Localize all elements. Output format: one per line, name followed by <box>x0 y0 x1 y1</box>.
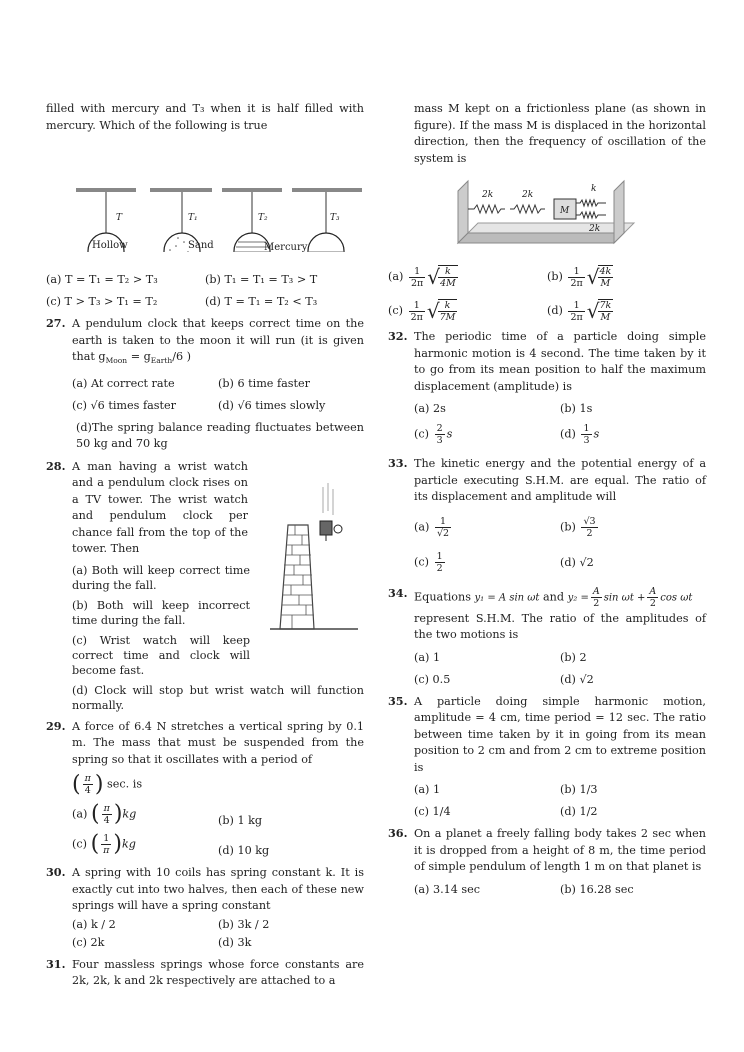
q31-text: Four massless springs whose force constants are 2k, 2k, k and 2k respectively are attached to a <box>72 957 364 988</box>
q29-number: 29. <box>46 718 66 733</box>
question-33 <box>388 456 706 574</box>
q27-option-b: (b) 6 time faster <box>218 376 310 390</box>
q33-text: The kinetic energy and the potential energy of a particle executing S.H.M. are equal. The ratio of its displacement and amplitude will <box>414 457 706 503</box>
q26-intro: filled with mercury and T₃ when it is half filled with mercury. Which of the following is true <box>46 102 364 132</box>
q29-option-a: (a) ( $\frac{\pi}{4}$ )kg <box>72 801 137 827</box>
q33-option-c: (c) $\frac{1}{2}$ <box>414 550 443 574</box>
fig-label-t3: T₃ <box>330 213 340 223</box>
q27-options <box>72 376 364 414</box>
q34-option-a: (a) 1 <box>414 650 441 664</box>
q34-number: 34. <box>388 585 408 600</box>
q28-option-a: (a) Both will keep correct time during the fall. <box>72 563 250 592</box>
q26-options <box>46 272 364 310</box>
q28-option-b: (b) Both will keep incorrect time during the fall. <box>72 598 250 627</box>
q35-option-a: (a) 1 <box>414 783 441 796</box>
fig-label-t: T <box>116 213 123 223</box>
q29-options <box>72 803 364 859</box>
q32-text: The periodic time of a particle doing simple harmonic motion is 4 second. The time taken by it to go from its mean position to half the maximum displacement (amplitude) is <box>414 330 706 393</box>
q26-option-c: (c) T > T₃ > T₁ = T₂ <box>46 295 158 308</box>
q31-option-b: (b) $\frac{1}{2\pi}$ √ $\frac{4k}{M}$ <box>547 265 612 289</box>
question-34 <box>388 586 706 609</box>
q30-text: A spring with 10 coils has spring constant k. It is exactly cut into two halves, then each of these new springs will have a spring constant <box>72 866 364 913</box>
q27-text: A pendulum clock that keeps correct time on the earth is taken to the moon it will run (it is given that $g_{Moon} = g_{Earth}/6$ ) <box>72 317 364 366</box>
caption-mercury: Mercury <box>264 242 308 253</box>
q31-continued-text: mass M kept on a frictionless plane (as shown in figure). If the mass M is displaced in the horizontal direction, then the frequency of oscillation of the system is <box>414 102 706 165</box>
q26-option-b: (b) T₁ = T₁ = T₃ > T <box>205 273 318 286</box>
spring-label-2k-first: 2k <box>482 190 494 200</box>
q35-number: 35. <box>388 693 408 708</box>
q28-option-d: (d) Clock will stop but wrist watch will function normally. <box>72 683 364 712</box>
q35-option-b: (b) 1/3 <box>560 783 598 796</box>
q32-option-c: (c) $\frac{2}{3}$ s <box>414 423 453 446</box>
q36-options <box>414 882 706 898</box>
q35-options <box>414 782 706 820</box>
fig-captions <box>46 240 364 254</box>
q30-option-b: (b) 3k / 2 <box>218 917 270 931</box>
q29-text: A force of 6.4 N stretches a vertical spring by 0.1 m. The mass that must be suspended from the spring so that it oscillates with a period of <box>72 719 364 766</box>
tower-figure <box>270 481 358 639</box>
q26-option-d: (d) T = T₁ = T₂ < T₃ <box>205 295 318 308</box>
q27-option-c: (c) √6 times faster <box>72 398 176 412</box>
fig-label-t2: T₂ <box>258 213 268 223</box>
q26-option-a: (a) T = T₁ = T₂ > T₃ <box>46 273 158 286</box>
q33-options <box>414 516 706 574</box>
q35-option-d: (d) 1/2 <box>560 805 598 818</box>
question-36 <box>388 826 706 898</box>
caption-sand: Sand <box>188 240 214 251</box>
q32-option-d: (d) $\frac{1}{3}$ s <box>560 423 600 446</box>
question-31 <box>46 957 364 990</box>
q36-number: 36. <box>388 826 408 840</box>
q34-option-d: (d) √2 <box>560 672 594 686</box>
q27-number: 27. <box>46 316 66 330</box>
question-28 <box>46 459 364 713</box>
q35-option-c: (c) 1/4 <box>414 805 451 818</box>
question-32 <box>388 329 706 446</box>
spring-label-k: k <box>591 184 597 194</box>
q30-options <box>72 917 364 951</box>
q29-period: ( $\frac{\pi}{4}$ ) sec. is <box>72 772 143 798</box>
q34-options <box>388 650 706 688</box>
pendulum-figure <box>46 142 364 252</box>
q30-option-d: (d) 3k <box>218 935 252 949</box>
q34-option-b: (b) 2 <box>560 650 587 664</box>
q27-extra-option: (d)The spring balance reading fluctuates between 50 kg and 70 kg <box>76 420 364 451</box>
q30-option-a: (a) k / 2 <box>72 917 116 931</box>
q27-option-a: (a) At correct rate <box>72 376 175 390</box>
q28-number: 28. <box>46 458 66 473</box>
q28-option-c: (c) Wrist watch will keep correct time and clock will become fast. <box>72 633 250 677</box>
question-29 <box>46 719 364 860</box>
q28-options <box>72 563 250 678</box>
spring-mass-figure <box>454 175 704 255</box>
q30-number: 30. <box>46 865 66 880</box>
q36-option-b: (b) 16.28 sec <box>560 882 634 896</box>
q31-number: 31. <box>46 956 66 971</box>
q31-option-a: (a) $\frac{1}{2\pi}$ √ $\frac{k}{4M}$ <box>388 265 456 289</box>
q32-options <box>414 401 706 446</box>
q33-option-d: (d) √2 <box>560 555 594 569</box>
q28-text: A man having a wrist watch and a pendulum clock rises on a TV tower. The wrist watch and pendulum clock per chance fall from the top of the tower. Then <box>72 459 248 556</box>
q31-option-c: (c) $\frac{1}{2\pi}$ √ $\frac{k}{7M}$ <box>388 299 456 323</box>
spring-label-2k-second: 2k <box>522 190 534 200</box>
q29-option-d: (d) 10 kg <box>218 844 270 858</box>
fig-label-t1: T₁ <box>188 213 198 223</box>
q33-number: 33. <box>388 456 408 470</box>
question-30 <box>46 865 364 951</box>
q30-option-c: (c) 2k <box>72 935 105 949</box>
q34-equations: Equations y₁ = A sin ωt and y₂ = $\frac{A}{2}$ sin ωt + $\frac{A}{2}$ cos ωt <box>414 585 693 609</box>
q36-option-a: (a) 3.14 sec <box>414 882 481 896</box>
q33-option-b: (b) $\frac{√3}{2}$ <box>560 515 596 539</box>
q31-option-d: (d) $\frac{1}{2\pi}$ √ $\frac{7k}{M}$ <box>547 299 612 323</box>
q29-option-c: (c) ( $\frac{1}{\pi}$ )kg <box>72 831 136 857</box>
mass-label: M <box>560 206 570 216</box>
caption-hollow: Hollow <box>92 240 128 251</box>
q32-option-a: (a) 2s <box>414 402 446 415</box>
q34-option-c: (c) 0.5 <box>414 672 451 686</box>
question-35 <box>388 694 706 821</box>
right-column <box>388 96 706 898</box>
q27-option-d: (d) √6 times slowly <box>218 398 326 412</box>
q31-options <box>388 265 706 323</box>
question-27 <box>46 316 364 453</box>
spring-label-2k-third: 2k <box>589 224 601 234</box>
q32-option-b: (b) 1s <box>560 402 593 415</box>
q29-option-b: (b) 1 kg <box>218 814 263 828</box>
left-column <box>46 96 364 990</box>
q33-option-a: (a) $\frac{1}{√2}$ <box>414 515 450 539</box>
q34-text: represent S.H.M. The ratio of the amplitudes of the two motions is <box>414 611 706 641</box>
q36-text: On a planet a freely falling body takes 2 sec when it is dropped from a height of 8 m, the time period of simple pendulum of length 1 m on that planet is <box>414 827 706 873</box>
q35-text: A particle doing simple harmonic motion, amplitude = 4 cm, time period = 12 sec. The ratio between time taken by it in going from its mean position to 2 cm and from 2 cm to extreme position is <box>414 694 706 774</box>
q32-number: 32. <box>388 329 408 343</box>
